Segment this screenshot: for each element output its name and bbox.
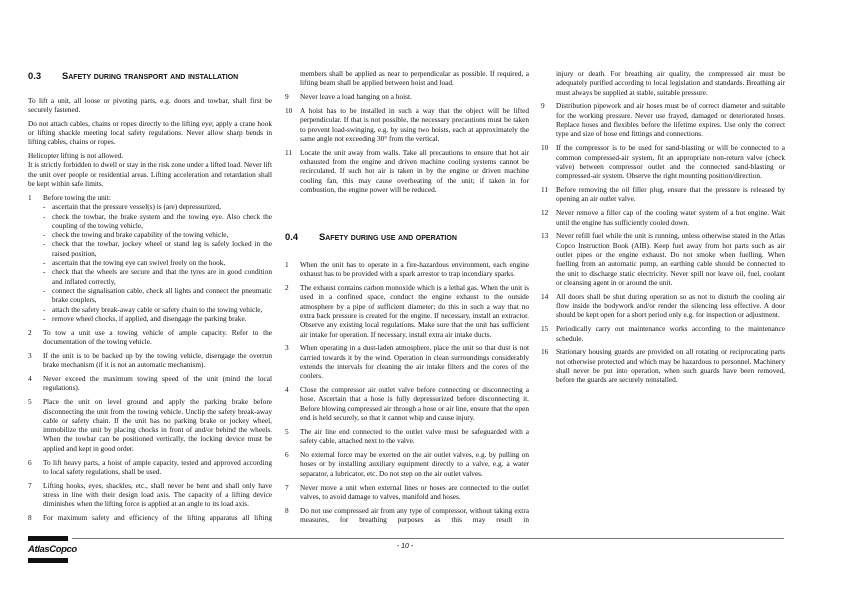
column-2 <box>285 69 529 529</box>
bullet-dash-icon: - <box>43 202 46 212</box>
list-item-text: Never exceed the maximum towing speed of the unit (mind the local regulations). <box>43 374 272 393</box>
list-item-number: 3 <box>285 343 289 353</box>
bullet-dash-icon: - <box>43 285 46 295</box>
list-item <box>28 374 272 393</box>
list-item-body <box>43 458 272 477</box>
bullet-dash-icon: - <box>43 239 46 249</box>
list-item <box>541 231 785 287</box>
list-item-number: 2 <box>28 327 32 337</box>
section-heading <box>28 69 272 83</box>
list-item-text: To lift heavy parts, a hoist of ample capacity, tested and approved according to local safety regulations, shall be used. <box>43 457 272 476</box>
list-item-text: Locate the unit away from walls. Take all precautions to ensure that hot air exhausted from the engine and driven machine cooling systems cannot be recirculated. If such hot air is taken in by the engine or driven machine cooling fan, this may cause overheating of the unit; if taken in for combustion, the engine power will be reduced. <box>300 147 529 195</box>
list-item-number: 9 <box>285 92 289 102</box>
list-item-text: Periodically carry out maintenance works according to the maintenance schedule. <box>556 324 785 343</box>
list-item-number: 13 <box>541 231 549 241</box>
list-item <box>541 143 785 180</box>
list-item-number: 10 <box>541 143 549 153</box>
list-item-text: The air line end connected to the outlet valve must be safeguarded with a safety cable, attached next to the valve. <box>300 426 529 446</box>
list-item-text: Do not use compressed air from any type of compressor, without taking extra measures, for breathing purposes as this may result in <box>300 505 529 525</box>
list-item-body <box>43 513 272 522</box>
sub-bullet-text: check that the wheels are secure and that the tyres are in good condition and inflated correctly, <box>52 267 272 286</box>
list-item-number: 8 <box>285 505 289 515</box>
list-item <box>28 458 272 477</box>
sub-bullet <box>43 212 272 231</box>
list-item <box>28 397 272 453</box>
list-item <box>28 351 272 370</box>
list-item-number: 7 <box>285 482 289 492</box>
sub-bullet-text: remove wheel chocks, if applied, and disengage the parking brake. <box>52 313 247 323</box>
list-item-number: 5 <box>28 397 32 407</box>
sub-bullet <box>43 305 272 314</box>
list-item-number: 15 <box>541 324 549 334</box>
list-item-text: Distribution pipework and air hoses must be of correct diameter and suitable for the working pressure. Never use frayed, damaged or deteriorated hoses. Replace hoses and flexibles before the lifetime expires. Use only the correct type and size of hose end fittings and connections. <box>556 101 785 139</box>
list-item-body <box>556 143 785 180</box>
list-item-number: 8 <box>28 513 32 523</box>
column-3 <box>541 69 785 389</box>
list-item-continuation: injury or death. For breathing air quality, the compressed air must be adequately purified according to local legislation and standards. Breathing air must always be supplied at stable, suitable pressure. <box>556 69 785 97</box>
list-item-text: Never refill fuel while the unit is running, unless otherwise stated in the Atlas Copco Instruction Book (AIB). Keep fuel away from hot parts such as air outlet pipes or the engine exhaust. Do not smoke when fuelling. When fuelling from an automatic pump, an earthing cable should be connected to the unit to discharge static electricity. Never spill nor leave oil, fuel, coolant or cleansing agent in or around the unit. <box>556 231 785 287</box>
list-item-body <box>300 283 529 339</box>
list-item <box>541 101 785 138</box>
list-item-number: 10 <box>285 106 293 116</box>
sub-bullet <box>43 267 272 286</box>
sub-bullet <box>43 239 272 258</box>
list-item <box>541 185 785 204</box>
sub-bullet <box>43 314 272 323</box>
list-item-number: 9 <box>541 101 545 111</box>
sub-bullet-text: check the towing and brake capability of the towing vehicle, <box>52 230 229 240</box>
sub-bullet <box>43 230 272 239</box>
list-item-text: All doors shall be shut during operation so as not to disturb the cooling air flow inside the bodywork and/or render the silencing less effective. A door should be kept open for a short period only e.g. for inspection or adjustment. <box>556 291 785 320</box>
list-item <box>541 324 785 343</box>
sub-bullet <box>43 286 272 305</box>
list-item-body <box>300 450 529 478</box>
list-item-number: 7 <box>28 480 32 490</box>
list-item-number: 4 <box>28 374 32 384</box>
list-item-body <box>556 101 785 138</box>
list-item <box>285 92 529 101</box>
list-item-text: When operating in a dust-laden atmosphere, place the unit so that dust is not carried towards it by the wind. Operation in clean surroundings considerably extends the intervals for cleaning the air intake filters and the cores of the coolers. <box>300 343 529 381</box>
list-item-body <box>300 260 529 279</box>
list-item-text: Never leave a load hanging on a hoist. <box>300 92 412 102</box>
list-item-body <box>300 483 529 502</box>
bullet-dash-icon: - <box>43 267 46 277</box>
list-item-text: Stationary housing guards are provided on all rotating or reciprocating parts not otherwise protected and which may be hazardous to personnel. Machinery shall never be put into operation, when such guards have been removed, before the guards are securely reinstalled. <box>556 347 785 385</box>
list-item-text: No external force may be exerted on the air outlet valves, e.g. by pulling on hoses or by installing auxiliary equipment directly to a valve, e.g. a water separator, a lubricator, etc. Do not step on the air outlet valves. <box>300 450 529 478</box>
list-item-text: If the unit is to be backed up by the towing vehicle, disengage the overrun brake mechanism (if it is not an automatic mechanism). <box>43 350 272 370</box>
bullet-dash-icon: - <box>43 313 46 323</box>
list-item-body <box>556 231 785 287</box>
list-item-body <box>43 328 272 347</box>
list-item-number: 1 <box>28 192 32 202</box>
logo-bar-bottom <box>28 558 68 563</box>
list-item-body <box>43 481 272 509</box>
sub-bullet-text: ascertain that the pressure vessel(s) is (are) depressurized, <box>52 202 221 212</box>
list-item-text: Place the unit on level ground and apply the parking brake before disconnecting the unit from the towing vehicle. Unclip the safety break-away cable or safety chain. If the unit has no parking brake or jockey wheel, immobilize the unit by placing chocks in front of and/or behind the wheels. When the towbar can be positioned vertically, the locking device must be applied and kept in good order. <box>43 397 272 453</box>
atlas-copco-logo <box>28 536 77 563</box>
sub-bullet-text: attach the safety break-away cable or safety chain to the towing vehicle, <box>52 304 263 314</box>
paragraph: To lift a unit, all loose or pivoting parts, e.g. doors and towbar, shall first be securely fastened. <box>28 95 272 114</box>
bullet-dash-icon: - <box>43 258 46 268</box>
sub-bullet-text: ascertain that the towing eye can swivel freely on the hook, <box>52 258 226 268</box>
list-item <box>28 328 272 347</box>
list-item-body <box>300 427 529 446</box>
section-title: Safety during use and operation <box>319 231 457 243</box>
list-item-body <box>556 208 785 227</box>
list-item-number: 2 <box>285 283 289 293</box>
list-item-number: 12 <box>541 208 549 218</box>
list-item-text: Never move a unit when external lines or hoses are connected to the outlet valves, to avoid damage to valves, manifold and hoses. <box>300 482 529 501</box>
paragraph: It is strictly forbidden to dwell or stay in the risk zone under a lifted load. Never lift the unit over people or residential areas. Lifting acceleration and retardation shall be kept within safe limits. <box>28 160 272 189</box>
list-item <box>28 481 272 509</box>
list-item <box>285 506 529 525</box>
list-item-text: Never remove a filler cap of the cooling water system of a hot engine. Wait until the engine has sufficiently cooled down. <box>556 208 785 227</box>
list-item-text: The exhaust contains carbon monoxide which is a lethal gas. When the unit is used in a confined space, conduct the engine exhaust to the outside atmosphere by a pipe of sufficient diameter; do this in such a way that no extra back pressure is created for the engine. If necessary, install an extractor. Observe any existing local regulations. Make sure that the unit has sufficient air intake for operation. If necessary, install extra air intake ducts. <box>300 283 529 339</box>
paragraph: Do not attach cables, chains or ropes directly to the lifting eye; apply a crane hook or lifting shackle meeting local safety regulations. Never allow sharp bends in lifting cables, chains or ropes. <box>28 118 272 147</box>
logo-text: AtlasCopco <box>28 544 77 555</box>
list-item-body <box>556 292 785 320</box>
list-item-text: When the unit has to operate in a fire-hazardous environment, each engine exhaust has to be provided with a spark arrestor to trap incendiary sparks. <box>300 259 529 279</box>
list-item <box>285 385 529 422</box>
list-item <box>285 483 529 502</box>
list-item-body <box>300 148 529 194</box>
section-heading <box>285 230 529 244</box>
list-item-body <box>556 185 785 204</box>
footer-divider <box>72 538 784 539</box>
list-item-text: Before removing the oil filler plug, ensure that the pressure is released by opening an air outlet valve. <box>556 185 785 204</box>
column-1 <box>28 69 272 527</box>
logo-bar-top <box>28 536 68 541</box>
list-item <box>285 343 529 380</box>
list-item-text: If the compressor is to be used for sand-blasting or will be connected to a common compressed-air system, fit an appropriate non-return valve (check valve) between compressor outlet and the connected sand-blasting or compressed-air system. Observe the right mounting position/direction. <box>556 143 785 181</box>
list-item-body <box>300 343 529 380</box>
list-item <box>285 260 529 279</box>
list-item-number: 11 <box>285 147 293 157</box>
list-item-text: Before towing the unit: <box>43 192 111 202</box>
list-item-number: 6 <box>285 450 289 460</box>
bullet-dash-icon: - <box>43 304 46 314</box>
sub-bullet-text: check that the towbar, jockey wheel or stand leg is safely locked in the raised position, <box>52 239 272 258</box>
list-item <box>541 208 785 227</box>
bullet-dash-icon: - <box>43 230 46 240</box>
list-item-body <box>300 106 529 143</box>
list-item-body <box>43 193 272 323</box>
list-item-body <box>300 92 529 101</box>
list-item <box>285 106 529 143</box>
list-item <box>285 427 529 446</box>
list-item-body <box>300 385 529 422</box>
list-item <box>285 148 529 194</box>
list-item-number: 14 <box>541 291 549 301</box>
list-item-text: Lifting hooks, eyes, shackles, etc., shall never be bent and shall only have stress in line with their design load axis. The capacity of a lifting device diminishes when the lifting force is applied at an angle to its load axis. <box>43 480 272 509</box>
section-title: Safety during transport and installation <box>62 70 239 81</box>
list-item <box>541 292 785 320</box>
list-item-text: Close the compressor air outlet valve before connecting or disconnecting a hose. Ascertain that a hose is fully depressurized before disconnecting it. Before blowing compressed air through a hose or air line, ensure that the open end is held securely, so that it cannot whip and cause injury. <box>300 385 529 423</box>
sub-bullet-text: check the towbar, the brake system and the towing eye. Also check the coupling of the towing vehicle, <box>52 211 272 230</box>
sub-bullet <box>43 202 272 211</box>
list-item-text: A hoist has to be installed in such a way that the object will be lifted perpendicular. If that is not possible, the necessary precautions must be taken to prevent load-swinging, e.g. by using two hoists, each at approximately the same angle not exceeding 30° from the vertical. <box>300 106 529 143</box>
list-item <box>285 450 529 478</box>
list-item-text: For maximum safety and efficiency of the lifting apparatus all lifting <box>43 513 272 523</box>
list-item-number: 4 <box>285 385 289 395</box>
list-item <box>541 347 785 384</box>
list-item-body <box>556 347 785 384</box>
list-item-body <box>300 506 529 525</box>
list-item-number: 11 <box>541 185 549 195</box>
sub-bullet-text: connect the signalisation cable, check all lights and connect the pneumatic brake couplers, <box>52 285 272 305</box>
page-number: - 10 - <box>396 543 414 550</box>
bullet-dash-icon: - <box>43 211 46 221</box>
list-item <box>28 513 272 522</box>
list-item-number: 16 <box>541 347 549 357</box>
list-item-text: To tow a unit use a towing vehicle of ample capacity. Refer to the documentation of the towing vehicle. <box>43 327 272 346</box>
section-number: 0.4 <box>285 231 299 243</box>
list-item-number: 3 <box>28 350 32 360</box>
paragraph: Helicopter lifting is not allowed. <box>28 151 124 161</box>
list-item-body <box>43 374 272 393</box>
list-item <box>28 193 272 323</box>
list-item-body <box>43 397 272 453</box>
list-item-continuation: members shall be applied as near to perpendicular as possible. If required, a lifting beam shall be applied between hoist and load. <box>300 69 529 88</box>
list-item <box>285 283 529 339</box>
list-item-body <box>556 324 785 343</box>
sub-bullet <box>43 258 272 267</box>
section-number: 0.3 <box>28 70 42 81</box>
list-item-number: 1 <box>285 259 289 269</box>
list-item-number: 6 <box>28 457 32 467</box>
list-item-number: 5 <box>285 426 289 436</box>
list-item-body <box>43 351 272 370</box>
